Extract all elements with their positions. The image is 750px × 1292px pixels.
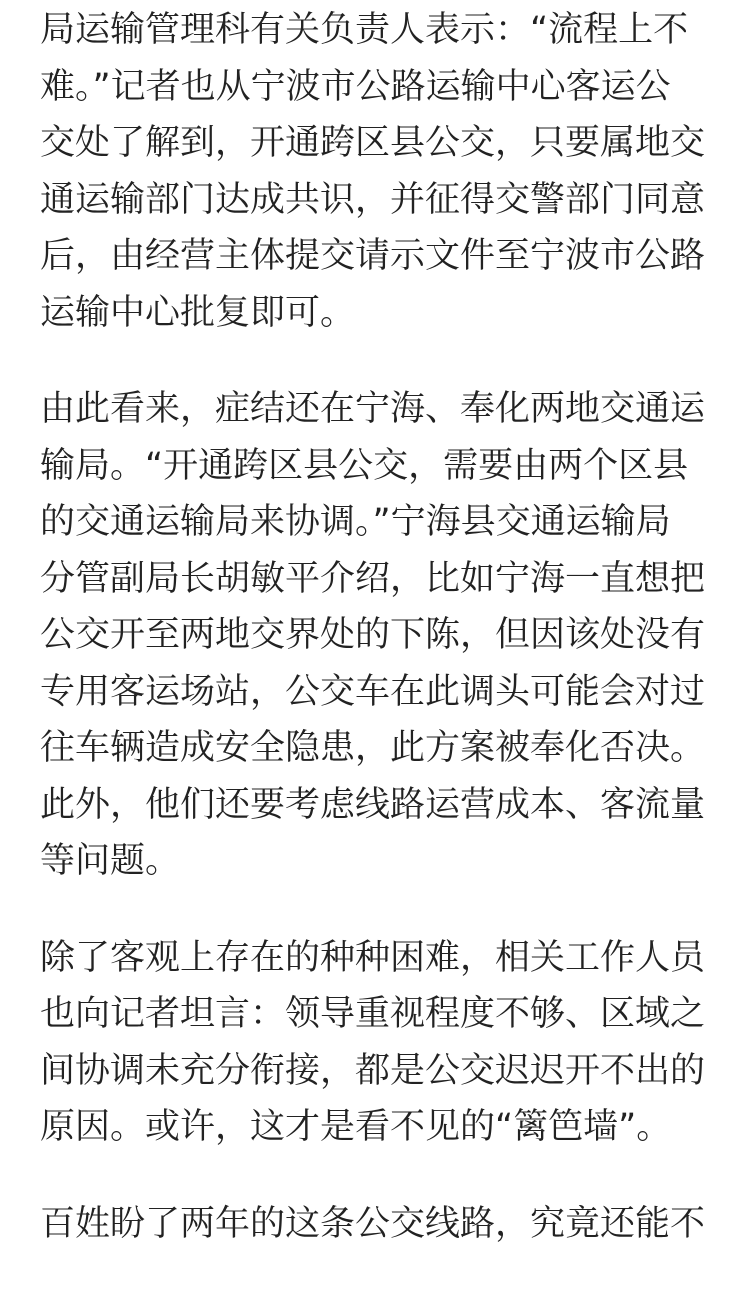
text-line: 的交通运输局来协调。”宁海县交通运输局 (40, 502, 671, 542)
paragraph-2 (40, 381, 720, 890)
text-line: 后，由经营主体提交请示文件至宁波市公路 (40, 236, 706, 276)
text-line: 分管副局长胡敏平介绍，比如宁海一直想把 (40, 558, 706, 599)
text-line: 间协调未充分衔接，都是公交迟迟开不出的 (40, 1050, 706, 1091)
text-line: 也向记者坦言：领导重视程度不够、区域之 (40, 994, 706, 1034)
text-line: 百姓盼了两年的这条公交线路，究竟还能不 (40, 1203, 706, 1244)
text-line: 此外，他们还要考虑线路运营成本、客流量 (40, 784, 706, 825)
text-line: 原因。或许，这才是看不见的“篱笆墙”。 (40, 1107, 672, 1147)
text-line: 难。”记者也从宁波市公路运输中心客运公 (40, 66, 671, 107)
text-line: 通运输部门达成共识，并征得交警部门同意 (40, 179, 706, 220)
paragraph-3 (40, 930, 720, 1156)
text-line: 往车辆造成安全隐患，此方案被奉化否决。 (40, 728, 706, 768)
text-line: 除了客观上存在的种种困难，相关工作人员 (40, 937, 706, 978)
paragraph-1 (40, 2, 720, 341)
text-line: 运输中心批复即可。 (40, 292, 356, 333)
text-line: 输局。“开通跨区县公交，需要由两个区县 (40, 445, 689, 486)
text-line: 等问题。 (40, 841, 181, 881)
text-line: 专用客运场站，公交车在此调头可能会对过 (40, 671, 706, 712)
paragraph-4 (40, 1196, 720, 1253)
text-line: 交处了解到，开通跨区县公交，只要属地交 (40, 123, 706, 163)
article-body (40, 2, 720, 1292)
text-line: 公交开至两地交界处的下陈，但因该处没有 (40, 615, 706, 655)
text-line: 由此看来，症结还在宁海、奉化两地交通运 (40, 389, 706, 429)
text-line: 局运输管理科有关负责人表示：“流程上不 (40, 10, 689, 50)
